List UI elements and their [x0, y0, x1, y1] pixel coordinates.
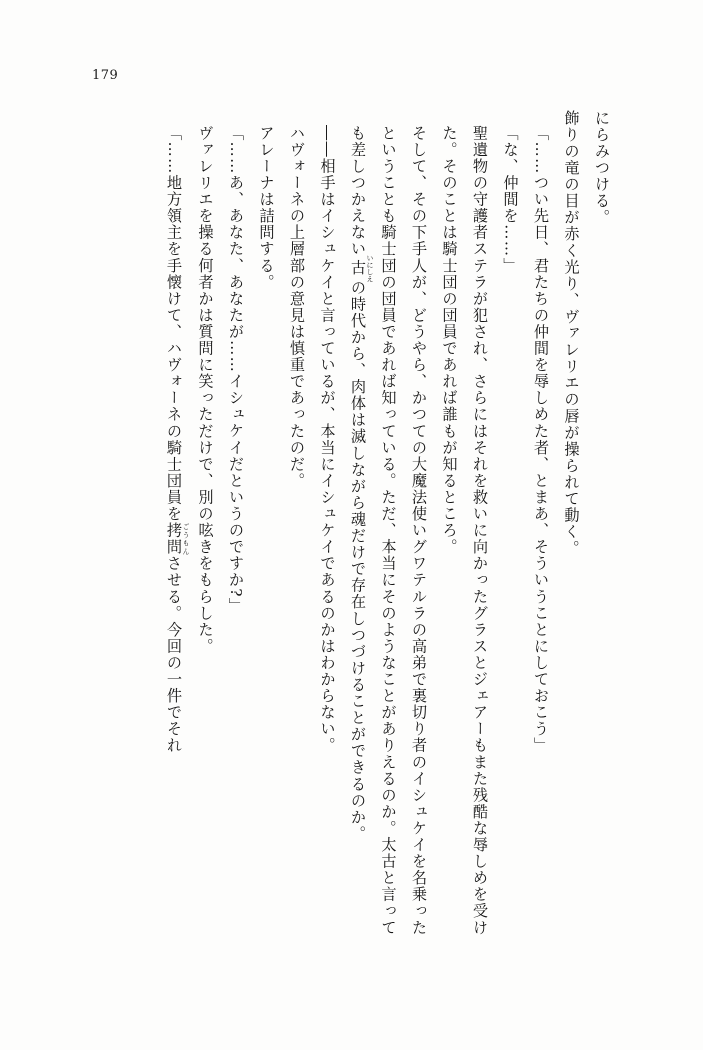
text-line: アレーナは詰問する。 — [257, 125, 276, 291]
text-line: 「……つい先日、君たちの仲間を辱しめた者、とまあ、そういうことにしておこう」 — [532, 125, 550, 754]
text-line: にらみつける。 — [593, 110, 611, 226]
text-line: そして、その下手人が、どうやら、かつての大魔法使いグワテルラの高弟で裏切り者のイシュケイを名乗ったということも騎士団の団員であれば知っている。ただ、本当にそのようなことがありえるのか。太古と言っても差しつかえない古 いにしえの時代から、肉体は滅しながら魂だけで存在しつづけることができるのか。 — [349, 125, 428, 936]
page-number: 179 — [92, 68, 119, 83]
text-line: ヴァレリエを操る何者かは質問に笑っただけで、別の呟きをもらした。 — [196, 125, 215, 655]
text-line: 「……あ、あなた、あなたが……イシュケイだというのですか?」 — [227, 125, 245, 615]
ruby-annotation: 拷問 ごうもん — [165, 522, 190, 556]
text-line: 「な、仲間を……」 — [501, 125, 520, 274]
body-text — [97, 110, 617, 950]
text-line: ハヴォーネの上層部の意見は慎重であったのだ。 — [288, 125, 306, 490]
ruby-annotation: 古 いにしえ — [349, 254, 374, 283]
text-line: 飾りの竜の目が赤く光り、ヴァレリエの唇が操られて動く。 — [562, 110, 581, 557]
text-line: 聖遺物の守護者ステラが犯され、さらにはそれを救いに向かったグラスとジェアーもまた残酷な辱しめを受けた。そのことは騎士団の団員であれば誰もが知るところ。 — [440, 125, 489, 936]
text-line: 「……地方領主を手懐けて、ハヴォーネの騎士団員を拷問 ごうもんさせる。今回の一件でそれ — [165, 125, 190, 754]
text-line: ――相手はイシュケイと言っているが、本当にイシュケイであるのかはわからない。 — [318, 125, 337, 754]
